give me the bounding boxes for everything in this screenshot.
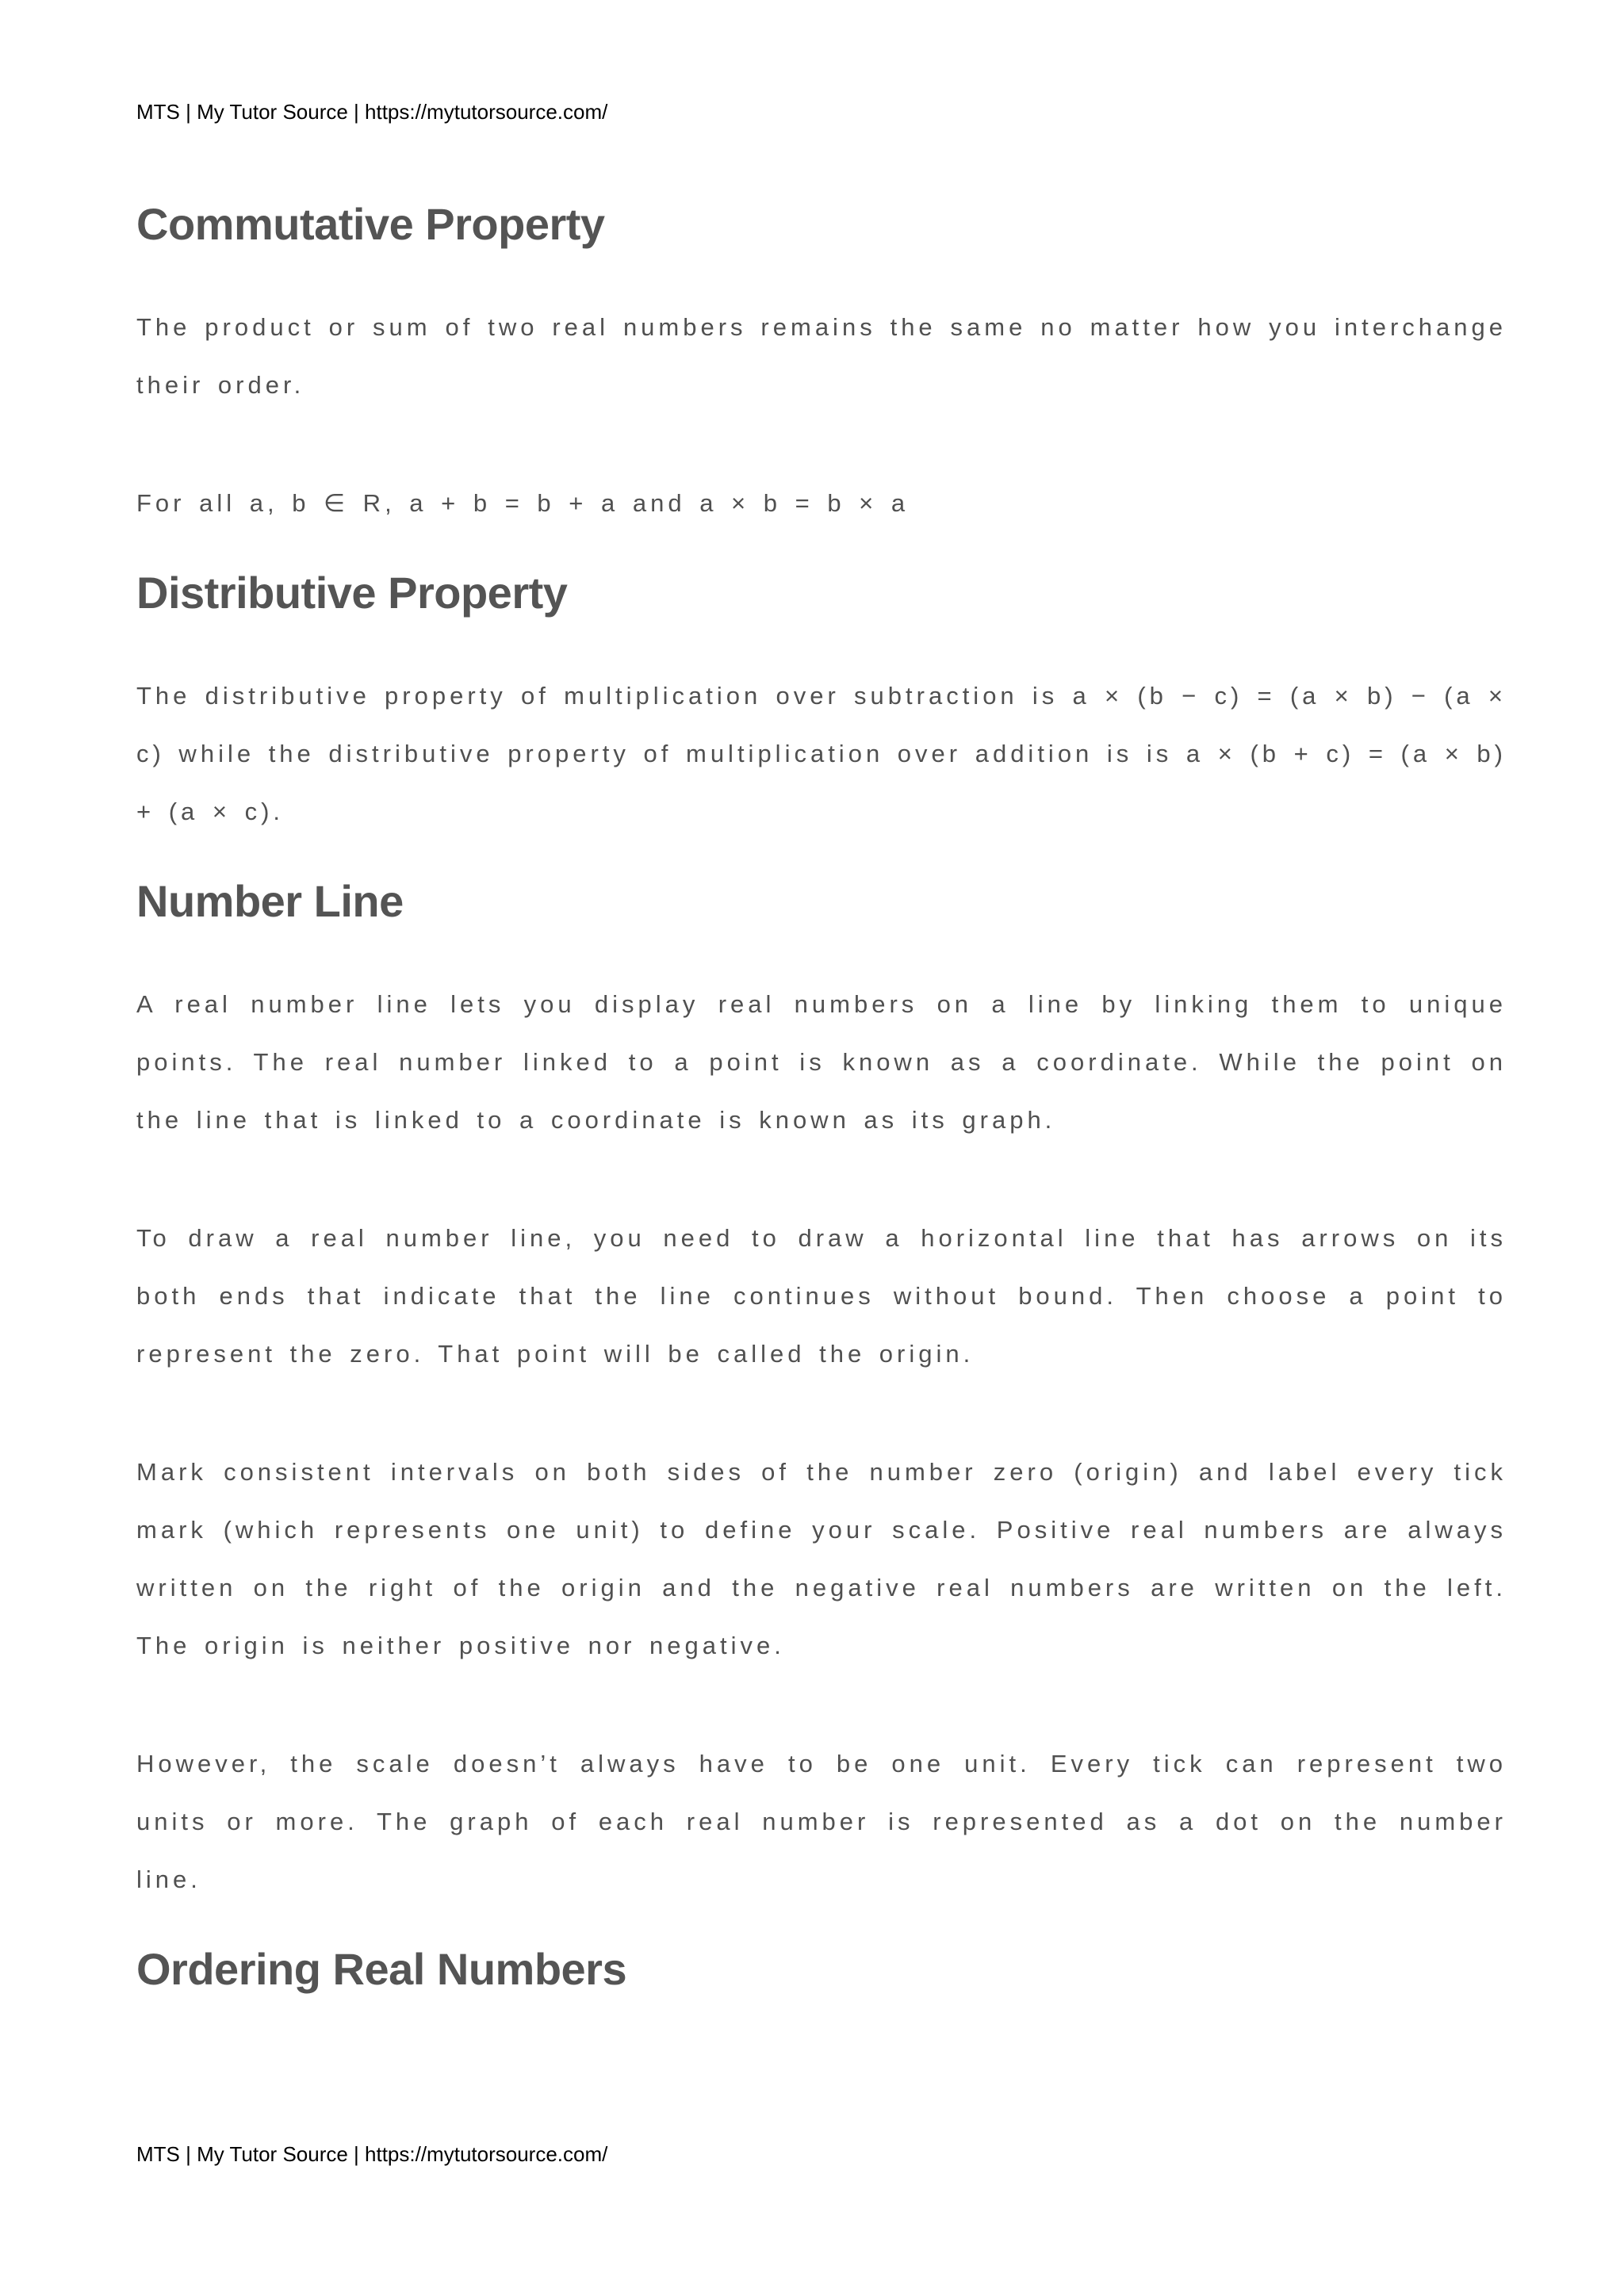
page-header: MTS | My Tutor Source | https://mytutorsource.com/ [136,100,608,124]
page-content [136,190,1507,2003]
heading-number-line: Number Line [136,876,404,926]
paragraph: However, the scale doesn’t always have to be one unit. Every tick can represent two units or more. The graph of each real number is represented as a dot on the number line. [136,1750,1507,1893]
paragraph: Mark consistent intervals on both sides of the number zero (origin) and label every tick mark (which represents one unit) to define your scale. Positive real numbers are always written on the right of the origin and the negative real numbers are written on the left. The origin is neither positive nor negative. [136,1458,1507,1659]
paragraph: The product or sum of two real numbers remains the same no matter how you interchange their order. [136,313,1507,399]
paragraph: To draw a real number line, you need to draw a horizontal line that has arrows on its both ends that indicate that the line continues without bound. Then choose a point to represent the zero. That point will be called the origin. [136,1224,1507,1368]
heading-distributive-property: Distributive Property [136,568,568,618]
paragraph: A real number line lets you display real numbers on a line by linking them to unique points. The real number linked to a point is known as a coordinate. While the point on the line that is linked to a coordinate is known as its graph. [136,990,1507,1134]
paragraph: The distributive property of multiplication over subtraction is a × (b − c) = (a × b) − (a × c) while the distributive property of multiplication over addition is is a × (b + c) = (a × b) + (a × c). [136,682,1507,825]
paragraph-formula: For all a, b ∈ R, a + b = b + a and a × b = b × a [136,489,910,517]
page-footer: MTS | My Tutor Source | https://mytutorsource.com/ [136,2142,608,2166]
heading-ordering-real-numbers: Ordering Real Numbers [136,1944,627,1994]
heading-commutative-property: Commutative Property [136,199,605,249]
